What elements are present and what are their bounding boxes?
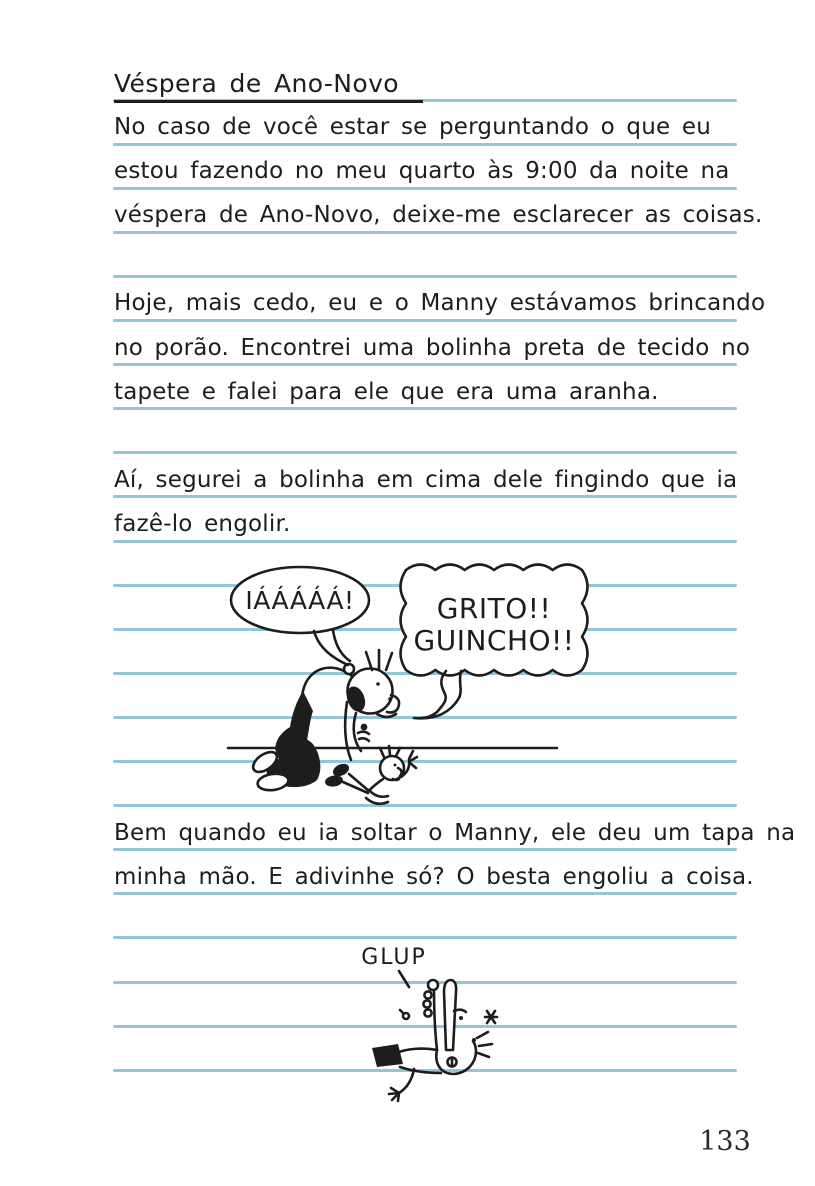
ruled-line [113, 275, 737, 278]
scream-bubble-line2: GUINCHO!! [413, 624, 575, 657]
text-line: Bem quando eu ia soltar o Manny, ele deu um tapa na [114, 820, 796, 846]
greg-figure [250, 650, 399, 792]
page-number: 133 [699, 1126, 751, 1157]
scream-bubble-tail [414, 671, 461, 718]
dizzy-star [485, 1011, 497, 1023]
text-line: Hoje, mais cedo, eu e o Manny estávamos brincando [114, 290, 766, 316]
text-line: Aí, segurei a bolinha em cima dele fingindo que ia [114, 467, 738, 493]
greg-mouth [377, 714, 396, 717]
text-line: fazê-lo engolir. [114, 511, 291, 537]
illustration-greg-scares-manny [205, 550, 605, 815]
scream-cloud-bubble [401, 565, 588, 719]
illustration-manny-swallows [320, 938, 520, 1106]
text-line: tapete e falei para ele que era uma aranha. [114, 379, 659, 405]
oval-speech-bubble [231, 567, 369, 665]
ruled-line [113, 451, 737, 454]
text-line: véspera de Ano-Novo, deixe-me esclarecer as coisas. [114, 202, 763, 228]
manny-figure [324, 746, 417, 804]
manny-upside-down-figure [372, 980, 497, 1101]
page-title: Véspera de Ano-Novo [114, 67, 423, 103]
greg-hair [366, 650, 392, 670]
motion-lines [366, 790, 388, 804]
text-line: No caso de você estar se perguntando o que eu [114, 114, 711, 140]
text-line: estou fazendo no meu quarto às 9:00 da noite na [114, 158, 730, 184]
glup-pointer [399, 971, 409, 987]
hair-spikes [477, 1032, 492, 1057]
fuzz-ball [361, 724, 368, 731]
glup-label: GLUP [361, 945, 427, 970]
text-line: minha mão. E adivinhe só? O besta engoliu a coisa. [114, 864, 754, 890]
scream-bubble-line1: GRITO!! [436, 592, 552, 625]
text-line: no porão. Encontrei uma bolinha preta de tecido no [114, 335, 751, 361]
oval-bubble-text: IÁÁÁÁÁ! [245, 586, 355, 615]
